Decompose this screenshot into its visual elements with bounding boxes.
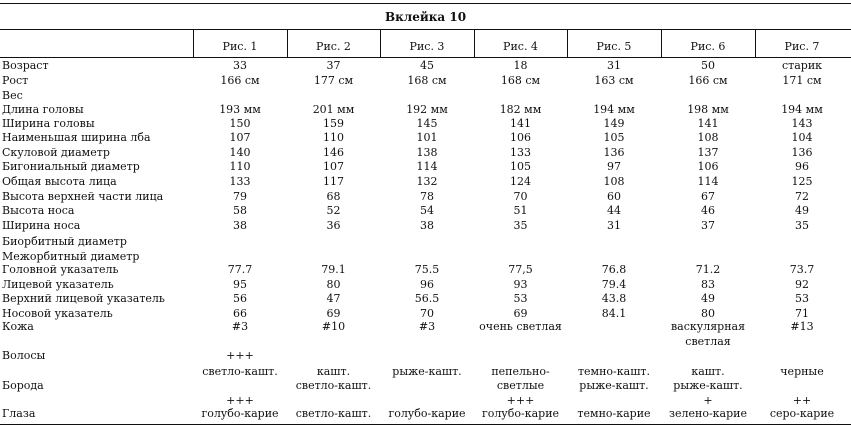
table-cell (474, 350, 567, 362)
column-header: Рис. 2 (316, 40, 351, 53)
table-cell: 114 (416, 160, 438, 173)
table-cell: 105 (603, 131, 625, 144)
table-cell (474, 336, 567, 348)
table-cell: 177 см (313, 74, 354, 87)
row-label: Высота верхней части лица (2, 190, 164, 203)
table-cell: светло-кашт. (202, 365, 278, 378)
table-cell: 182 мм (499, 103, 542, 116)
table-cell: 36 (326, 219, 341, 232)
table-cell: 146 (323, 146, 344, 159)
table-cell: 104 (791, 131, 813, 144)
table-cell: 141 (510, 117, 531, 130)
table-cell: 72 (795, 190, 809, 203)
table-cell: 138 (416, 146, 438, 159)
table-cell: 136 (791, 146, 813, 159)
table-cell: 44 (607, 204, 621, 217)
row-label: Волосы (2, 349, 46, 362)
table-cell (755, 90, 849, 102)
table-cell: 166 см (688, 74, 728, 87)
table-cell (567, 90, 661, 102)
table-cell (287, 336, 380, 348)
table-cell (567, 336, 661, 348)
table-cell: 124 (510, 175, 531, 188)
table-cell: 198 мм (687, 103, 729, 116)
table-cell: 66 (233, 307, 247, 320)
table-cell: 136 (603, 146, 625, 159)
table-cell: 38 (420, 219, 434, 232)
top-rule (0, 3, 851, 4)
table-cell (380, 251, 474, 263)
table-cell: серо-карие (769, 407, 835, 420)
table-cell: 79.4 (601, 278, 627, 291)
column-header: Рис. 4 (503, 40, 538, 53)
table-cell: 56.5 (414, 292, 440, 305)
table-cell: голубо-карие (388, 407, 466, 420)
table-cell: 53 (795, 292, 809, 305)
table-cell (193, 90, 287, 102)
table-cell: 125 (791, 175, 813, 188)
table-cell (755, 380, 849, 392)
row-label: Скуловой диаметр (2, 146, 110, 159)
table-cell: #13 (790, 320, 814, 333)
table-cell: 137 (697, 146, 719, 159)
table-cell: 97 (607, 160, 621, 173)
table-cell: васкулярная (670, 320, 746, 333)
table-cell: 69 (513, 307, 528, 320)
table-cell: 58 (233, 204, 247, 217)
table-cell: 18 (513, 59, 528, 72)
table-cell: 70 (420, 307, 434, 320)
table-cell: 106 (697, 160, 719, 173)
table-cell: 73.7 (789, 263, 815, 276)
row-label: Вес (2, 89, 23, 102)
table-cell (755, 336, 849, 348)
table-cell (755, 350, 849, 362)
column-header: Рис. 6 (690, 40, 726, 53)
table-cell (287, 251, 380, 263)
table-cell: темно-карие (577, 407, 651, 420)
table-cell (287, 236, 380, 248)
table-cell (567, 321, 661, 333)
table-cell: 43.8 (601, 292, 627, 305)
column-header: Рис. 5 (596, 40, 632, 53)
table-cell: 101 (416, 131, 438, 144)
table-cell: голубо-карие (481, 407, 560, 420)
table-cell: светло-кашт. (295, 379, 372, 392)
row-label: Лицевой указатель (2, 278, 114, 291)
table-cell: 110 (323, 131, 344, 144)
table-cell: 79.1 (321, 263, 346, 276)
table-cell (193, 236, 287, 248)
row-label: Кожа (2, 320, 34, 333)
table-cell (380, 395, 474, 407)
table-cell: 71 (795, 307, 809, 320)
table-cell: 105 (510, 160, 531, 173)
table-cell (567, 251, 661, 263)
table-cell: 150 (229, 117, 251, 130)
table-cell: 163 см (594, 74, 634, 87)
table-cell: 77,5 (508, 263, 533, 276)
table-cell: рыже-кашт. (673, 379, 743, 392)
table-cell: 84.1 (601, 307, 627, 320)
table-cell: 168 см (407, 74, 447, 87)
title-rule (0, 29, 851, 30)
row-label: Рост (2, 74, 29, 87)
column-header: Рис. 7 (784, 40, 820, 53)
table-cell: 47 (326, 292, 341, 305)
table-cell: светлые (496, 379, 545, 392)
table-cell (287, 90, 380, 102)
table-cell: 45 (420, 59, 434, 72)
table-cell: 171 см (782, 74, 822, 87)
table-cell: 49 (701, 292, 715, 305)
table-cell: 194 мм (593, 103, 635, 116)
table-cell: 54 (420, 204, 434, 217)
table-cell: 53 (513, 292, 528, 305)
table-cell (661, 350, 755, 362)
table-cell: +++ (506, 394, 535, 407)
row-label: Наименьшая ширина лба (2, 131, 151, 144)
table-cell (287, 350, 380, 362)
table-cell: 96 (420, 278, 434, 291)
table-cell: 67 (701, 190, 715, 203)
table-cell: 70 (513, 190, 528, 203)
table-cell: 133 (229, 175, 251, 188)
table-cell: 194 мм (781, 103, 823, 116)
table-cell (661, 251, 755, 263)
table-cell: 159 (323, 117, 344, 130)
table-cell: 110 (229, 160, 251, 173)
row-label: Бигониальный диаметр (2, 160, 140, 173)
row-label: Межорбитный диаметр (2, 250, 140, 263)
table-cell: светло-кашт. (295, 407, 372, 420)
table-cell: ++ (792, 394, 812, 407)
row-label: Ширина носа (2, 219, 81, 232)
row-label: Борода (2, 379, 44, 392)
table-cell (193, 336, 287, 348)
table-cell: +++ (226, 394, 254, 407)
table-cell: 114 (697, 175, 719, 188)
table-cell: пепельно- (491, 365, 550, 378)
table-cell (193, 380, 287, 392)
row-label: Биорбитный диаметр (2, 235, 127, 248)
table-cell: 68 (326, 190, 341, 203)
table-cell: #3 (418, 320, 436, 333)
table-cell: 35 (513, 219, 528, 232)
table-cell: 143 (791, 117, 813, 130)
table-cell: 38 (233, 219, 247, 232)
row-label: Верхний лицевой указатель (2, 292, 165, 305)
table-cell (380, 236, 474, 248)
table-cell: 37 (701, 219, 715, 232)
table-cell: 108 (603, 175, 625, 188)
table-cell: рыже-кашт. (579, 379, 649, 392)
table-cell: 51 (513, 204, 528, 217)
table-cell: 75.5 (414, 263, 440, 276)
table-cell: 107 (229, 131, 251, 144)
table-cell: 76.8 (601, 263, 627, 276)
table-cell: 141 (697, 117, 719, 130)
table-cell: зелено-карие (669, 407, 747, 420)
table-cell (567, 350, 661, 362)
table-cell: 95 (233, 278, 247, 291)
table-cell: темно-кашт. (577, 365, 651, 378)
table-cell (661, 236, 755, 248)
table-cell (193, 251, 287, 263)
row-label: Ширина головы (2, 117, 95, 130)
column-header: Рис. 1 (222, 40, 258, 53)
table-title: Вклейка 10 (384, 10, 467, 24)
row-label: Носовой указатель (2, 307, 113, 320)
table-cell (474, 236, 567, 248)
header-rule (0, 57, 851, 58)
table-cell: 35 (795, 219, 809, 232)
table-cell: 107 (323, 160, 344, 173)
table-cell: 132 (416, 175, 438, 188)
table-cell: 31 (607, 219, 621, 232)
table-cell: 31 (607, 59, 621, 72)
row-label: Головной указатель (2, 263, 119, 276)
table-cell: 49 (795, 204, 809, 217)
table-cell: 83 (701, 278, 715, 291)
row-label: Длина головы (2, 103, 84, 116)
table-cell: 168 см (500, 74, 541, 87)
table-cell: +++ (226, 349, 254, 362)
table-cell: 117 (323, 175, 344, 188)
table-cell: черные (780, 365, 824, 378)
table-cell: 140 (229, 146, 251, 159)
table-cell: кашт. (691, 365, 725, 378)
table-cell: 201 мм (312, 103, 355, 116)
table-cell: 71.2 (695, 263, 721, 276)
table-cell (474, 90, 567, 102)
table-cell: рыже-кашт. (392, 365, 462, 378)
table-cell (567, 395, 661, 407)
table-cell (567, 236, 661, 248)
table-cell (755, 236, 849, 248)
table-cell: голубо-карие (201, 407, 279, 420)
table-cell: 92 (795, 278, 809, 291)
table-cell: #10 (321, 320, 346, 333)
table-cell: 33 (233, 59, 247, 72)
table-cell: 50 (701, 59, 715, 72)
table-cell: 166 см (220, 74, 260, 87)
table-cell: 108 (697, 131, 719, 144)
table-cell: #3 (231, 320, 249, 333)
table-cell: + (703, 394, 713, 407)
table-cell: 60 (607, 190, 621, 203)
table-cell: 193 мм (219, 103, 261, 116)
row-label: Общая высота лица (2, 175, 117, 188)
table-cell: 145 (416, 117, 438, 130)
table-cell: 106 (510, 131, 531, 144)
table-cell: старик (781, 59, 823, 72)
table-cell (287, 395, 380, 407)
table-cell: 78 (420, 190, 434, 203)
row-label: Высота носа (2, 204, 75, 217)
table-cell (474, 251, 567, 263)
table-cell: 77.7 (227, 263, 253, 276)
bottom-rule (0, 424, 851, 425)
table-cell: 149 (603, 117, 625, 130)
table-cell: светлая (685, 335, 731, 348)
table-cell: 80 (701, 307, 715, 320)
table-cell (380, 336, 474, 348)
table-cell: 79 (233, 190, 247, 203)
table-cell: 80 (326, 278, 341, 291)
table-cell: 96 (795, 160, 809, 173)
table-cell: 93 (513, 278, 528, 291)
table-cell: 69 (326, 307, 341, 320)
table-cell (380, 90, 474, 102)
table-cell: 192 мм (406, 103, 448, 116)
table-cell: 52 (326, 204, 341, 217)
table-cell (755, 251, 849, 263)
table-cell: очень светлая (479, 320, 562, 333)
table-cell (380, 350, 474, 362)
table-cell: 56 (233, 292, 247, 305)
table-cell (661, 90, 755, 102)
table-cell (380, 380, 474, 392)
table-cell: 37 (326, 59, 341, 72)
row-label: Возраст (2, 59, 49, 72)
row-label: Глаза (2, 407, 36, 420)
table-cell: 133 (510, 146, 531, 159)
table-cell: кашт. (316, 365, 351, 378)
column-header: Рис. 3 (409, 40, 445, 53)
table-cell: 46 (701, 204, 715, 217)
